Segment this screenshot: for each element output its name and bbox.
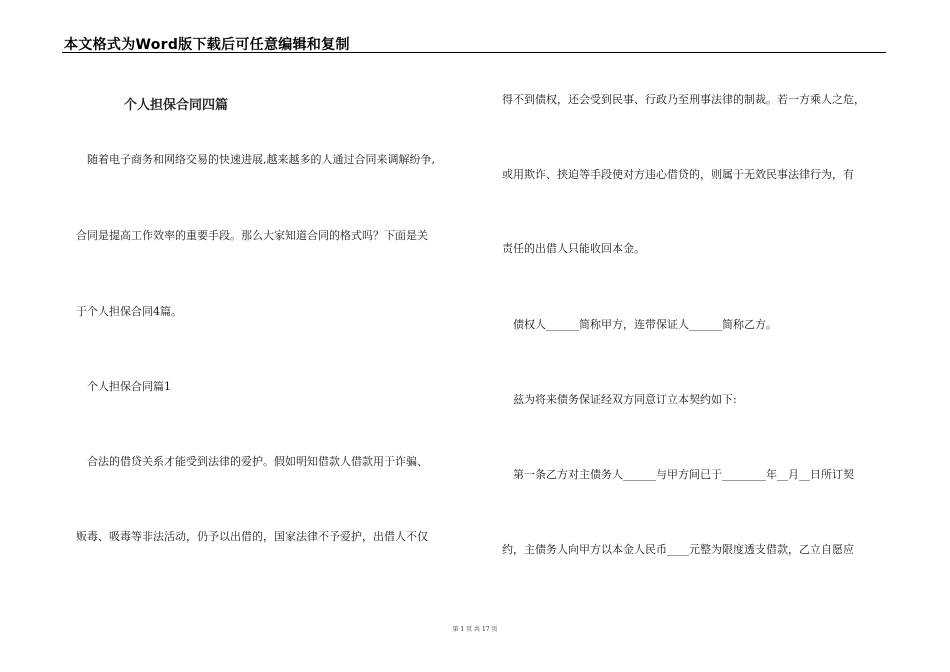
left-line-5: 合法的借贷关系才能受到法律的爱护。假如明知借款人借款用于诈骗、 [76,455,428,468]
right-line-6: 第一条乙方对主债务人______与甲方间已于________年__月__日所订契 [502,468,854,481]
header-divider [62,52,886,53]
right-line-1: 得不到债权，还会受到民事、行政乃至刑事法律的制裁。若一方乘人之危， [502,93,865,106]
document-header: 本文格式为Word版下载后可任意编辑和复制 [64,37,350,53]
left-line-3: 于个人担保合同4篇。 [76,305,182,318]
right-line-2: 或用欺诈、挟迫等手段使对方违心借贷的，则属于无效民事法律行为，有 [502,168,854,181]
left-line-1: 随着电子商务和网络交易的快速进展,越来越多的人通过合同来调解纷争, [76,153,435,166]
left-line-6: 贩毒、吸毒等非法活动，仍予以出借的，国家法律不予爱护，出借人不仅 [76,530,428,543]
page-number-footer: 第 1 页 共 17 页 [452,626,498,633]
left-line-4: 个人担保合同篇1 [76,380,171,393]
left-line-2: 合同是提高工作效率的重要手段。那么大家知道合同的格式吗？下面是关 [76,229,428,242]
document-title: 个人担保合同四篇 [124,98,229,113]
right-line-7: 约，主债务人向甲方以本金人民币____元整为限度透支借款，乙立自愿应 [502,543,854,556]
right-line-5: 兹为将来债务保证经双方同意订立本契约如下: [502,393,737,406]
right-line-3: 责任的出借人只能收回本金。 [502,242,645,255]
right-line-4: 债权人______简称甲方，连带保证人______简称乙方。 [502,318,777,331]
